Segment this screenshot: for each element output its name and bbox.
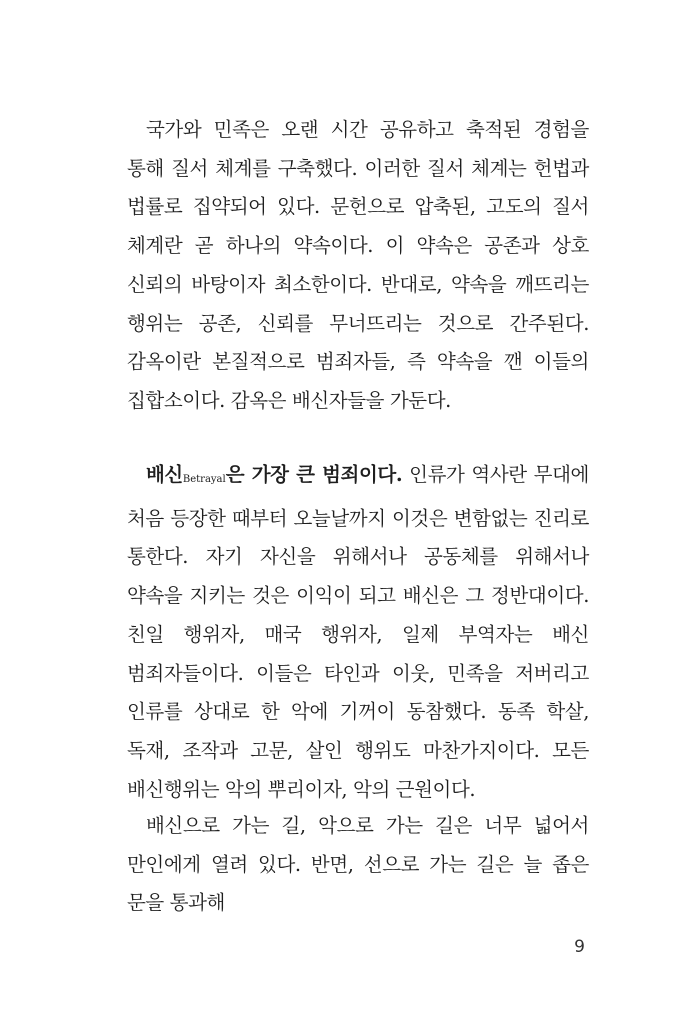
page-number: 9 xyxy=(574,937,585,957)
paragraph-2-text: 인류가 역사란 무대에 처음 등장한 때부터 오늘날까지 이것은 변함없는 진리로 통한다. 자기 자신을 위해서나 공동체를 위해서나 약속을 지키는 것은 이익이 되고 배신은 그 정반대이다. 친일 행위자, 매국 행위자, 일제 부역자는 배신 범죄자들이다. 이들은 타인과 이웃, 민족을 저버리고 인류를 상대로 한 악에 기꺼이 동참했다. 동족 학살, 독재, 조작과 고문, 살인 행위도 마찬가지이다. 모든 배신행위는 악의 뿌리이자, 악의 근원이다. xyxy=(127,463,589,801)
lead-subscript: Betrayal xyxy=(182,474,226,485)
paragraph-1 xyxy=(127,111,589,421)
paragraph-2 xyxy=(127,456,589,809)
paragraph-3 xyxy=(127,807,589,923)
paragraph-3-text: 배신으로 가는 길, 악으로 가는 길은 너무 넓어서 만인에게 열려 있다. 반면, 선으로 가는 길은 늘 좁은 문을 통과해 xyxy=(127,814,589,915)
lead-word: 배신 xyxy=(146,463,183,486)
lead-rest: 은 가장 큰 범죄이다. xyxy=(225,463,403,486)
lead-sentence xyxy=(146,463,402,486)
paragraph-1-text: 국가와 민족은 오랜 시간 공유하고 축적된 경험을 통해 질서 체계를 구축했다. 이러한 질서 체계는 헌법과 법률로 집약되어 있다. 문헌으로 압축된, 고도의 질서 체계란 곧 하나의 약속이다. 이 약속은 공존과 상호 신뢰의 바탕이자 최소한이다. 반대로, 약속을 깨뜨리는 행위는 공존, 신뢰를 무너뜨리는 것으로 간주된다. 감옥이란 본질적으로 범죄자들, 즉 약속을 깬 이들의 집합소이다. 감옥은 배신자들을 가둔다. xyxy=(127,118,589,412)
